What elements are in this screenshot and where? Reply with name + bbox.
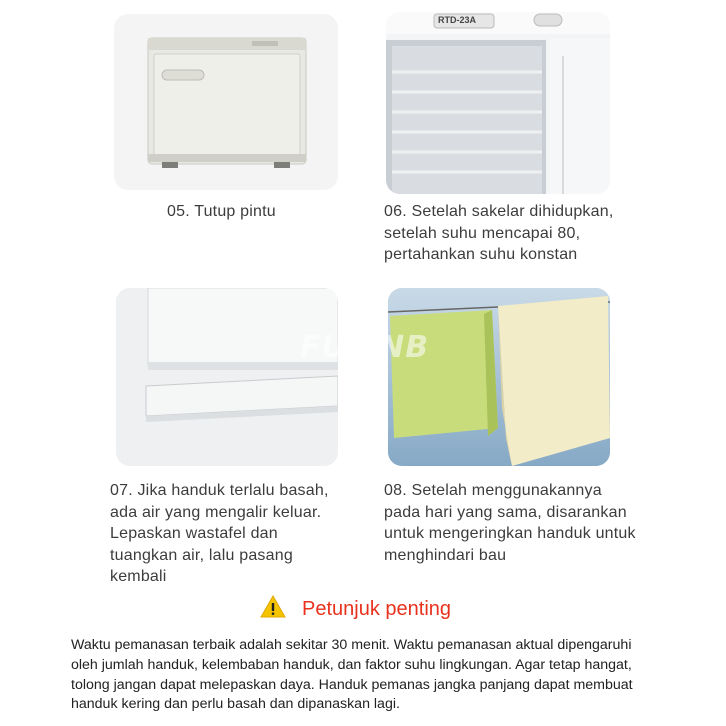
- step-07-caption: [110, 480, 329, 588]
- notice-title: Petunjuk penting: [302, 597, 452, 620]
- notice-line: tolong jangan dapat melepaskan daya. Handuk pemanas jangka panjang dapat membuat: [71, 676, 633, 693]
- step-08-line: menghindari bau: [384, 546, 507, 564]
- step-07-line: kembali: [110, 568, 167, 585]
- water-tray-photo: [116, 288, 338, 466]
- notice-header: [260, 596, 451, 622]
- step-07-line: ada air yang mengalir keluar.: [110, 503, 322, 521]
- warning-icon: [260, 595, 286, 623]
- closed-cabinet-photo: [114, 14, 338, 190]
- drying-towels-photo: [388, 288, 610, 466]
- step-08-line: 08. Setelah menggunakannya: [384, 482, 602, 499]
- notice-line: handuk kering dan perlu basah dan dipanaskan lagi.: [71, 696, 400, 713]
- device-model-label: RTD-23A: [438, 15, 477, 25]
- step-06-line: 06. Setelah sakelar dihidupkan,: [384, 203, 614, 220]
- step-07-line: 07. Jika handuk terlalu basah,: [110, 482, 329, 499]
- step-06-line: setelah suhu mencapai 80,: [384, 224, 581, 242]
- brand-watermark: FULINB: [300, 330, 430, 365]
- step-07-line: Lepaskan wastafel dan: [110, 525, 278, 542]
- step-05-line: 05. Tutup pintu: [167, 203, 276, 220]
- notice-line: Waktu pemanasan terbaik adalah sekitar 30 menit. Waktu pemanasan aktual dipengaruhi: [71, 637, 632, 653]
- step-08-caption: [384, 480, 636, 566]
- step-06-line: pertahankan suhu konstan: [384, 246, 578, 263]
- cabinet-interior-photo: [386, 12, 610, 194]
- step-08-line: pada hari yang sama, disarankan: [384, 503, 627, 521]
- step-07-line: tuangkan air, lalu pasang: [110, 546, 293, 564]
- step-08-line: untuk mengeringkan handuk untuk: [384, 525, 636, 542]
- notice-line: oleh jumlah handuk, kelembaban handuk, dan faktor suhu lingkungan. Agar tetap hangat,: [71, 656, 632, 673]
- step-06-caption: [384, 201, 613, 266]
- notice-body: [71, 636, 671, 715]
- step-05-caption: [167, 201, 276, 223]
